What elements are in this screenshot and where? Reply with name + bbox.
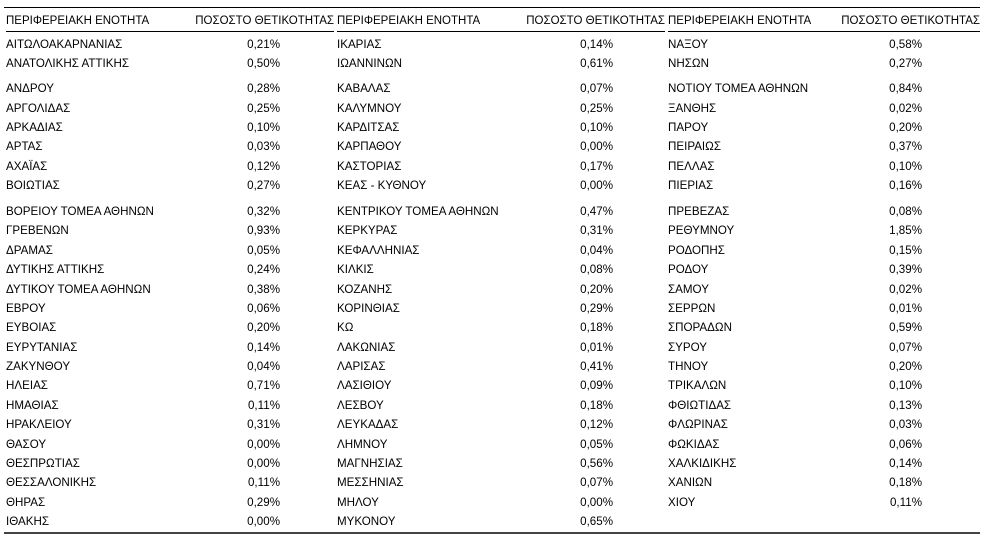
positivity-value: 0,05%: [580, 438, 613, 451]
positivity-value: 0,47%: [580, 205, 613, 218]
table-row: [6, 139, 334, 155]
table-row: [668, 56, 980, 72]
region-name: ΗΡΑΚΛΕΙΟΥ: [6, 418, 72, 431]
positivity-value: 0,18%: [580, 321, 613, 334]
region-name: ΣΥΡΟΥ: [668, 341, 708, 354]
region-name: ΦΛΩΡΙΝΑΣ: [668, 418, 728, 431]
region-name: ΦΩΚΙΔΑΣ: [668, 438, 720, 451]
table-top-rule: [4, 7, 980, 8]
positivity-header: ΠΟΣΟΣΤΟ ΘΕΤΙΚΟΤΗΤΑΣ: [841, 15, 980, 27]
region-name: ΕΥΒΟΙΑΣ: [6, 321, 57, 334]
table-row: [337, 514, 665, 530]
region-name: ΣΠΟΡΑΔΩΝ: [668, 321, 732, 334]
region-name: ΚΟΖΑΝΗΣ: [337, 283, 393, 296]
positivity-value: 0,25%: [580, 102, 613, 115]
region-name: ΡΕΘΥΜΝΟΥ: [668, 224, 735, 237]
table-row: [6, 81, 334, 97]
region-name: ΣΕΡΡΩΝ: [668, 302, 716, 315]
table-row: [6, 282, 334, 298]
table-row: [668, 37, 980, 53]
table-row: [6, 417, 334, 433]
table-row: [6, 178, 334, 194]
region-name: ΑΝΔΡΟΥ: [6, 82, 54, 95]
region-name: ΡΟΔΟΥ: [668, 263, 709, 276]
table-row: [337, 340, 665, 356]
region-name: ΚΑΡΠΑΘΟΥ: [337, 140, 402, 153]
positivity-value: 0,00%: [247, 457, 280, 470]
table-row: [337, 37, 665, 53]
region-name: ΣΑΜΟΥ: [668, 283, 709, 296]
table-row: [668, 120, 980, 136]
table-row: [668, 204, 980, 220]
table-row: [6, 495, 334, 511]
table-row: [337, 301, 665, 317]
region-name: ΝΑΞΟΥ: [668, 38, 709, 51]
region-name: ΛΑΡΙΣΑΣ: [337, 360, 386, 373]
region-name: ΑΡΓΟΛΙΔΑΣ: [6, 102, 71, 115]
region-name: ΕΥΡΥΤΑΝΙΑΣ: [6, 341, 78, 354]
region-name: ΔΥΤΙΚΟΥ ΤΟΜΕΑ ΑΘΗΝΩΝ: [6, 283, 151, 296]
header-underline: [337, 31, 665, 32]
positivity-value: 0,01%: [889, 302, 922, 315]
region-name: ΜΕΣΣΗΝΙΑΣ: [337, 476, 404, 489]
table-row: [668, 437, 980, 453]
positivity-value: 0,15%: [889, 244, 922, 257]
region-name: ΠΕΙΡΑΙΩΣ: [668, 140, 721, 153]
table-row: [6, 378, 334, 394]
positivity-value: 0,31%: [580, 224, 613, 237]
positivity-value: 0,00%: [580, 140, 613, 153]
table-row: [337, 159, 665, 175]
table-row: [668, 378, 980, 394]
table-row: [668, 398, 980, 414]
table-row: [337, 320, 665, 336]
region-header: ΠΕΡΙΦΕΡΕΙΑΚΗ ΕΝΟΤΗΤΑ: [337, 15, 481, 27]
positivity-value: 0,18%: [580, 399, 613, 412]
positivity-value: 0,06%: [247, 302, 280, 315]
table-row: [668, 417, 980, 433]
positivity-value: 0,11%: [247, 476, 280, 489]
region-name: ΛΕΣΒΟΥ: [337, 399, 384, 412]
positivity-value: 0,03%: [889, 418, 922, 431]
positivity-value: 0,17%: [580, 160, 613, 173]
positivity-value: 0,56%: [580, 457, 613, 470]
table-row: [6, 204, 334, 220]
region-name: ΦΘΙΩΤΙΔΑΣ: [668, 399, 732, 412]
region-name: ΚΕΡΚΥΡΑΣ: [337, 224, 398, 237]
region-name: ΛΑΚΩΝΙΑΣ: [337, 341, 396, 354]
region-name: ΗΛΕΙΑΣ: [6, 379, 48, 392]
positivity-value: 0,21%: [247, 38, 280, 51]
table-row: [6, 340, 334, 356]
region-name: ΚΩ: [337, 321, 354, 334]
positivity-value: 0,27%: [247, 179, 280, 192]
region-name: ΘΑΣΟΥ: [6, 438, 47, 451]
table-row: [337, 81, 665, 97]
positivity-value: 0,00%: [247, 438, 280, 451]
table-row: [337, 262, 665, 278]
region-name: ΠΙΕΡΙΑΣ: [668, 179, 714, 192]
table-row: [6, 120, 334, 136]
table-row: [668, 456, 980, 472]
positivity-value: 0,27%: [889, 57, 922, 70]
table-row: [668, 223, 980, 239]
table-row: [668, 262, 980, 278]
region-name: ΚΑΣΤΟΡΙΑΣ: [337, 160, 402, 173]
region-name: ΒΟΡΕΙΟΥ ΤΟΜΕΑ ΑΘΗΝΩΝ: [6, 205, 154, 218]
positivity-value: 0,39%: [889, 263, 922, 276]
positivity-value: 0,31%: [247, 418, 280, 431]
table-row: [6, 456, 334, 472]
region-name: ΑΝΑΤΟΛΙΚΗΣ ΑΤΤΙΚΗΣ: [6, 57, 130, 70]
positivity-value: 0,18%: [889, 476, 922, 489]
table-row: [337, 243, 665, 259]
region-name: ΙΘΑΚΗΣ: [6, 515, 50, 528]
region-name: ΛΕΥΚΑΔΑΣ: [337, 418, 399, 431]
table-row: [6, 159, 334, 175]
positivity-value: 0,20%: [889, 360, 922, 373]
table-row: [337, 120, 665, 136]
table-row: [668, 359, 980, 375]
table-row: [6, 359, 334, 375]
positivity-value: 0,10%: [247, 121, 280, 134]
table-row: [668, 139, 980, 155]
region-name: ΙΚΑΡΙΑΣ: [337, 38, 382, 51]
column-header: [668, 15, 980, 31]
region-name: ΧΑΝΙΩΝ: [668, 476, 713, 489]
table-row: [668, 475, 980, 491]
table-row: [6, 223, 334, 239]
positivity-value: 0,12%: [247, 160, 280, 173]
positivity-value: 0,14%: [889, 457, 922, 470]
positivity-value: 0,65%: [580, 515, 613, 528]
positivity-value: 0,00%: [580, 179, 613, 192]
region-name: ΚΕΝΤΡΙΚΟΥ ΤΟΜΕΑ ΑΘΗΝΩΝ: [337, 205, 499, 218]
table-row: [337, 398, 665, 414]
table-row: [6, 320, 334, 336]
positivity-value: 0,29%: [247, 496, 280, 509]
region-name: ΚΑΒΑΛΑΣ: [337, 82, 391, 95]
positivity-value: 0,13%: [889, 399, 922, 412]
table-row: [668, 340, 980, 356]
header-underline: [6, 31, 334, 32]
table-row: [668, 320, 980, 336]
positivity-value: 0,03%: [247, 140, 280, 153]
region-name: ΑΧΑΪΑΣ: [6, 160, 48, 173]
region-name: ΒΟΙΩΤΙΑΣ: [6, 179, 60, 192]
positivity-value: 0,01%: [580, 341, 613, 354]
positivity-value: 0,12%: [580, 418, 613, 431]
table-row: [6, 56, 334, 72]
positivity-value: 0,38%: [247, 283, 280, 296]
table-row: [668, 243, 980, 259]
positivity-value: 0,08%: [889, 205, 922, 218]
region-name: ΗΜΑΘΙΑΣ: [6, 399, 59, 412]
table-row: [668, 301, 980, 317]
table-row: [337, 204, 665, 220]
region-header: ΠΕΡΙΦΕΡΕΙΑΚΗ ΕΝΟΤΗΤΑ: [668, 15, 812, 27]
positivity-value: 0,07%: [580, 82, 613, 95]
table-row: [337, 495, 665, 511]
positivity-value: 0,61%: [580, 57, 613, 70]
region-name: ΚΙΛΚΙΣ: [337, 263, 374, 276]
region-name: ΤΡΙΚΑΛΩΝ: [668, 379, 727, 392]
table-row: [6, 243, 334, 259]
region-name: ΠΡΕΒΕΖΑΣ: [668, 205, 730, 218]
header-underline: [668, 31, 980, 32]
table-row: [6, 301, 334, 317]
positivity-value: 0,06%: [889, 438, 922, 451]
positivity-value: 0,93%: [247, 224, 280, 237]
positivity-value: 0,20%: [247, 321, 280, 334]
region-name: ΛΑΣΙΘΙΟΥ: [337, 379, 392, 392]
region-name: ΜΥΚΟΝΟΥ: [337, 515, 396, 528]
region-name: ΜΑΓΝΗΣΙΑΣ: [337, 457, 403, 470]
region-name: ΘΗΡΑΣ: [6, 496, 46, 509]
positivity-value: 0,07%: [889, 341, 922, 354]
positivity-value: 0,00%: [580, 496, 613, 509]
table-row: [6, 37, 334, 53]
region-name: ΚΕΑΣ - ΚΥΘΝΟΥ: [337, 179, 427, 192]
positivity-value: 0,11%: [247, 399, 280, 412]
region-name: ΡΟΔΟΠΗΣ: [668, 244, 725, 257]
region-name: ΔΥΤΙΚΗΣ ΑΤΤΙΚΗΣ: [6, 263, 105, 276]
table-row: [668, 101, 980, 117]
table-row: [668, 495, 980, 511]
positivity-value: 0,04%: [580, 244, 613, 257]
region-name: ΘΕΣΣΑΛΟΝΙΚΗΣ: [6, 476, 97, 489]
region-name: ΚΟΡΙΝΘΙΑΣ: [337, 302, 400, 315]
region-name: ΤΗΝΟΥ: [668, 360, 709, 373]
positivity-value: 0,02%: [889, 102, 922, 115]
positivity-value: 0,71%: [247, 379, 280, 392]
positivity-value: 0,41%: [580, 360, 613, 373]
positivity-value: 0,11%: [889, 496, 922, 509]
table-row: [337, 223, 665, 239]
table-row: [6, 398, 334, 414]
positivity-value: 0,37%: [889, 140, 922, 153]
positivity-value: 0,10%: [889, 160, 922, 173]
region-name: ΧΑΛΚΙΔΙΚΗΣ: [668, 457, 737, 470]
table-row: [337, 178, 665, 194]
region-name: ΑΡΚΑΔΙΑΣ: [6, 121, 63, 134]
positivity-value: 0,14%: [247, 341, 280, 354]
positivity-value: 0,14%: [580, 38, 613, 51]
region-name: ΚΑΛΥΜΝΟΥ: [337, 102, 402, 115]
table-row: [337, 417, 665, 433]
region-name: ΞΑΝΘΗΣ: [668, 102, 717, 115]
table-row: [6, 475, 334, 491]
table-row: [668, 178, 980, 194]
table-row: [337, 101, 665, 117]
region-name: ΚΑΡΔΙΤΣΑΣ: [337, 121, 400, 134]
positivity-value: 0,08%: [580, 263, 613, 276]
region-name: ΓΡΕΒΕΝΩΝ: [6, 224, 69, 237]
positivity-value: 0,20%: [580, 283, 613, 296]
positivity-header: ΠΟΣΟΣΤΟ ΘΕΤΙΚΟΤΗΤΑΣ: [195, 15, 334, 27]
positivity-value: 0,32%: [247, 205, 280, 218]
table-row: [337, 139, 665, 155]
positivity-value: 0,84%: [889, 82, 922, 95]
positivity-value: 0,04%: [247, 360, 280, 373]
region-name: ΕΒΡΟΥ: [6, 302, 46, 315]
table-row: [668, 159, 980, 175]
positivity-header: ΠΟΣΟΣΤΟ ΘΕΤΙΚΟΤΗΤΑΣ: [526, 15, 665, 27]
region-name: ΧΙΟΥ: [668, 496, 696, 509]
table-row: [668, 81, 980, 97]
region-name: ΖΑΚΥΝΘΟΥ: [6, 360, 71, 373]
column-header: [337, 15, 665, 31]
positivity-value: 0,25%: [247, 102, 280, 115]
positivity-value: 0,59%: [889, 321, 922, 334]
region-name: ΔΡΑΜΑΣ: [6, 244, 53, 257]
positivity-value: 1,85%: [889, 224, 922, 237]
positivity-value: 0,10%: [580, 121, 613, 134]
positivity-value: 0,02%: [889, 283, 922, 296]
table-row: [6, 101, 334, 117]
positivity-value: 0,20%: [889, 121, 922, 134]
region-name: ΑΙΤΩΛΟΑΚΑΡΝΑΝΙΑΣ: [6, 38, 123, 51]
table-row: [337, 378, 665, 394]
region-name: ΜΗΛΟΥ: [337, 496, 379, 509]
region-name: ΝΗΣΩΝ: [668, 57, 709, 70]
region-name: ΑΡΤΑΣ: [6, 140, 43, 153]
region-name: ΘΕΣΠΡΩΤΙΑΣ: [6, 457, 80, 470]
positivity-value: 0,05%: [247, 244, 280, 257]
region-header: ΠΕΡΙΦΕΡΕΙΑΚΗ ΕΝΟΤΗΤΑ: [6, 15, 150, 27]
table-row: [6, 514, 334, 530]
table-row: [337, 437, 665, 453]
region-name: ΚΕΦΑΛΛΗΝΙΑΣ: [337, 244, 420, 257]
table-row: [337, 456, 665, 472]
positivity-value: 0,58%: [889, 38, 922, 51]
positivity-value: 0,50%: [247, 57, 280, 70]
positivity-value: 0,16%: [889, 179, 922, 192]
table-row: [6, 262, 334, 278]
table-bottom-rule: [4, 532, 980, 534]
table-row: [6, 437, 334, 453]
table-row: [337, 56, 665, 72]
positivity-value: 0,24%: [247, 263, 280, 276]
region-name: ΠΕΛΛΑΣ: [668, 160, 715, 173]
positivity-value: 0,09%: [580, 379, 613, 392]
positivity-value: 0,29%: [580, 302, 613, 315]
region-name: ΙΩΑΝΝΙΝΩΝ: [337, 57, 402, 70]
table-row: [337, 475, 665, 491]
region-name: ΛΗΜΝΟΥ: [337, 438, 388, 451]
table-row: [337, 282, 665, 298]
positivity-value: 0,28%: [247, 82, 280, 95]
table-row: [337, 359, 665, 375]
positivity-value: 0,07%: [580, 476, 613, 489]
positivity-value: 0,10%: [889, 379, 922, 392]
column-header: [6, 15, 334, 31]
positivity-value: 0,00%: [247, 515, 280, 528]
region-name: ΝΟΤΙΟΥ ΤΟΜΕΑ ΑΘΗΝΩΝ: [668, 82, 809, 95]
region-name: ΠΑΡΟΥ: [668, 121, 709, 134]
table-row: [668, 282, 980, 298]
